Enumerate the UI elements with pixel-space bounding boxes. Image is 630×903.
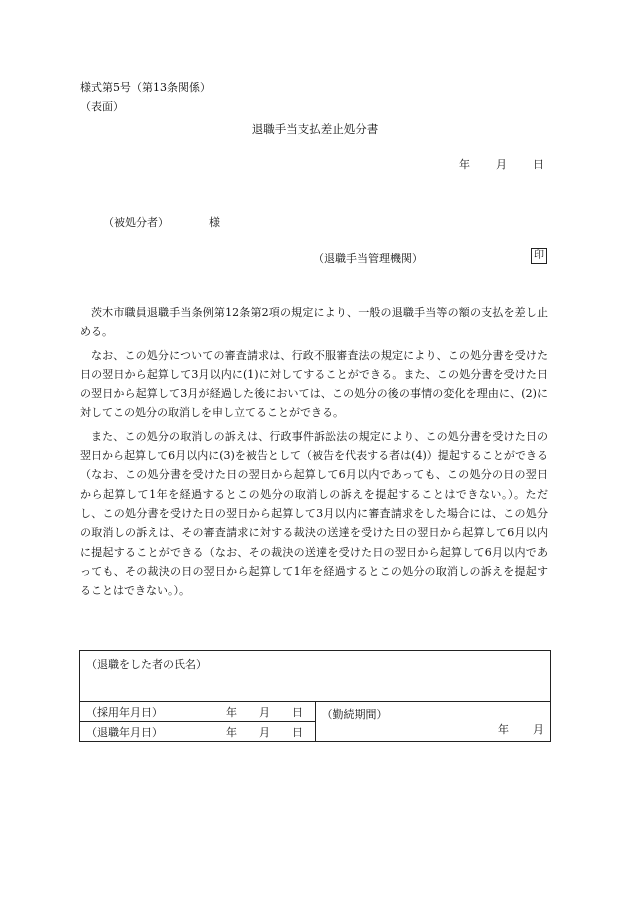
recipient-line [103,214,220,230]
retire-date-label: （退職年月日） [86,725,163,739]
hire-day: 日 [292,705,303,719]
period-year: 年 [498,723,509,736]
hire-month: 月 [259,705,270,719]
hire-date-label: （採用年月日） [86,705,163,719]
paragraph-2: なお、この処分についての審査請求は、行政不服審査法の規定により、この処分書を受けた日の翌日から起算して3月以内に(1)に対してすることができる。また、この処分書を受けた日の翌日から起算して3月が経過した後においては、この処分の後の事情の変化を理由に、(2)に対してこの処分の取消しを申し立てることができる。 [80,348,548,420]
service-period-value [498,721,544,737]
form-number: 様式第5号（第13条関係） [80,81,211,94]
dates-cell [80,702,316,742]
retire-day: 日 [292,725,303,739]
retire-month: 月 [259,725,270,739]
agency-label: （退職手当管理機関） [313,252,423,265]
paragraph-1: 茨木市職員退職手当条例第12条第2項の規定により、一般の退職手当等の額の支払を差し止める。 [80,306,548,339]
recipient-label: （被処分者） [103,216,169,229]
date-month: 月 [496,158,507,171]
hire-date-row [80,702,315,721]
date-line [459,156,544,172]
body-text [80,303,548,604]
retiree-name-cell [80,651,551,702]
retiree-info-table [79,650,551,742]
recipient-honorific: 様 [209,216,220,229]
service-period-label: （勤続期間） [321,708,388,721]
document-title: 退職手当支払差止処分書 [251,122,379,136]
retire-date-row [80,721,315,741]
date-day: 日 [533,158,544,171]
date-year: 年 [459,158,470,171]
retiree-name-label: （退職をした者の氏名） [86,658,207,671]
period-month: 月 [533,723,544,736]
service-period-cell [315,702,551,742]
retire-year: 年 [226,725,237,739]
paragraph-3: また、この処分の取消しの訴えは、行政事件訴訟法の規定により、この処分書を受けた日の翌日から起算して6月以内に(3)を被告として（被告を代表する者は(4)）提起することができる（なお、この処分書を受けた日の翌日から起算して6月以内であっても、この処分の日の翌日から起算して1年を経過するとこの処分の取消しの訴えを提起することはできない。）。ただし、この処分書を受けた日の翌日から起算して3月以内に審査請求をした場合には、この処分の取消しの訴えは、その審査請求に対する裁決の送達を受けた日の翌日から起算して6月以内に提起することができる（なお、その裁決の送達を受けた日の翌日から起算して6月以内であっても、その裁決の日の翌日から起算して1年を経過するとこの処分の取消しの訴えを提起することはできない。）。 [80,429,548,598]
hire-year: 年 [226,705,237,719]
seal-box: 印 [531,248,547,264]
face-label: （表面） [80,100,124,113]
